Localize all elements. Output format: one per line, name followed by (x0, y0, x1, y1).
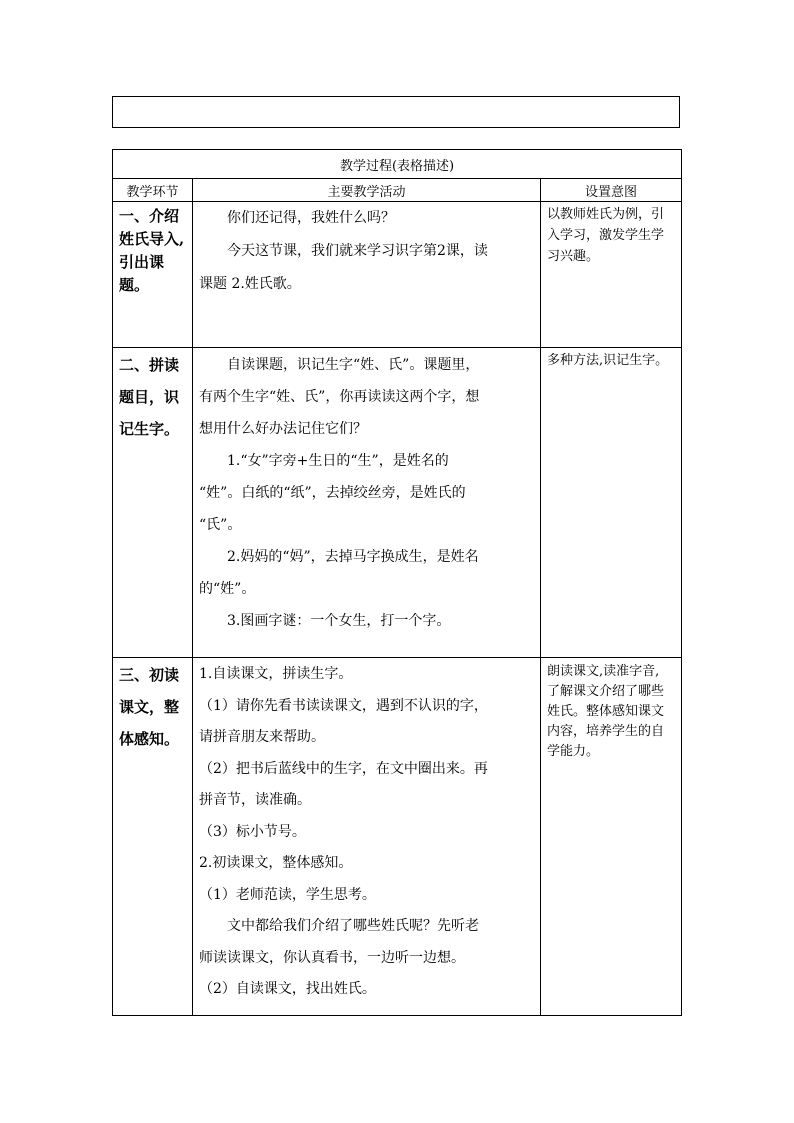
step-cell (113, 658, 193, 1016)
activity-line: “氏”。 (199, 517, 242, 533)
activity-line: （1）老师范读，学生思考。 (199, 886, 376, 903)
step-line: 课文，整 (119, 698, 180, 716)
activity-line: 2.初读课文，整体感知。 (199, 855, 353, 871)
step-line: 记生字。 (119, 420, 180, 438)
activity-cell (193, 202, 541, 348)
activity-line: 今天这节课，我们就来学习识字第2课，读 (227, 243, 488, 259)
step-line: 一、介绍 (119, 207, 180, 225)
table-row (113, 202, 682, 348)
activity-cell (193, 348, 541, 658)
step-line: 体感知。 (119, 730, 180, 748)
step-line: 题目，识 (119, 388, 180, 406)
teaching-process-table (112, 149, 682, 1016)
header-box (112, 96, 680, 128)
step-line: 姓氏导入, (119, 230, 185, 248)
intent-line: 朗读课文,读准字音, (547, 664, 660, 679)
intent-line: 了解课文介绍了哪些 (547, 684, 665, 699)
step-cell (113, 202, 193, 348)
activity-line: 1.自读课文，拼读生字。 (199, 666, 353, 682)
intent-line: 多种方法,识记生字。 (547, 353, 669, 368)
step-cell (113, 348, 193, 658)
activity-cell (193, 658, 541, 1016)
table-row (113, 348, 682, 658)
activity-line: 拼音节，读准确。 (199, 792, 311, 808)
activity-line: 请拼音朋友来帮助。 (199, 729, 325, 745)
intent-line: 入学习，激发学生学 (547, 228, 665, 243)
activity-line: （2）自读课文，找出姓氏。 (199, 981, 376, 997)
table-header-row (113, 179, 682, 202)
activity-line: 的“姓”。 (199, 581, 256, 597)
activity-line: 3.图画字谜：一个女生，打一个字。 (227, 613, 451, 629)
table-row (113, 658, 682, 1016)
activity-line: 自读课题，识记生字“姓、氏”。课题里， (227, 357, 480, 373)
activity-line: 你们还记得，我姓什么吗？ (227, 210, 395, 226)
intent-line: 姓氏。整体感知课文 (547, 704, 665, 719)
intent-line: 学能力。 (547, 744, 600, 759)
header-activity: 主要教学活动 (193, 179, 541, 202)
intent-cell (541, 348, 682, 658)
activity-line: “姓”。白纸的“纸”，去掉绞丝旁，是姓氏的 (199, 485, 466, 501)
header-step: 教学环节 (113, 179, 193, 202)
intent-cell (541, 658, 682, 1016)
activity-line: 2.妈妈的“妈”，去掉马字换成生，是姓名 (227, 549, 479, 565)
activity-line: 有两个生字“姓、氏”，你再读读这两个字，想 (199, 389, 480, 405)
header-intent: 设置意图 (541, 179, 682, 202)
activity-line: 1.“女”字旁+生日的“生”，是姓名的 (227, 453, 449, 469)
intent-line: 习兴趣。 (547, 249, 600, 264)
intent-cell (541, 202, 682, 348)
activity-line: 文中都给我们介绍了哪些姓氏呢？先听老 (227, 918, 479, 934)
intent-line: 以教师姓氏为例，引 (547, 207, 665, 222)
step-line: 二、拼读 (119, 356, 180, 374)
activity-line: （1）请你先看书读读课文，遇到不认识的字， (199, 697, 488, 714)
activity-line: （2）把书后蓝线中的生字，在文中圈出来。再 (199, 760, 488, 777)
intent-line: 内容，培养学生的自 (547, 724, 665, 739)
step-line: 引出课题。 (119, 253, 165, 294)
step-line: 三、初读 (119, 666, 180, 684)
activity-line: 师读读课文，你认真看书，一边听一边想。 (199, 949, 465, 966)
activity-line: 课题 2.姓氏歌。 (199, 276, 301, 292)
table-title: 教学过程(表格描述) (113, 150, 682, 179)
activity-line: 想用什么好办法记住它们？ (199, 421, 367, 437)
activity-line: （3）标小节号。 (199, 823, 306, 840)
